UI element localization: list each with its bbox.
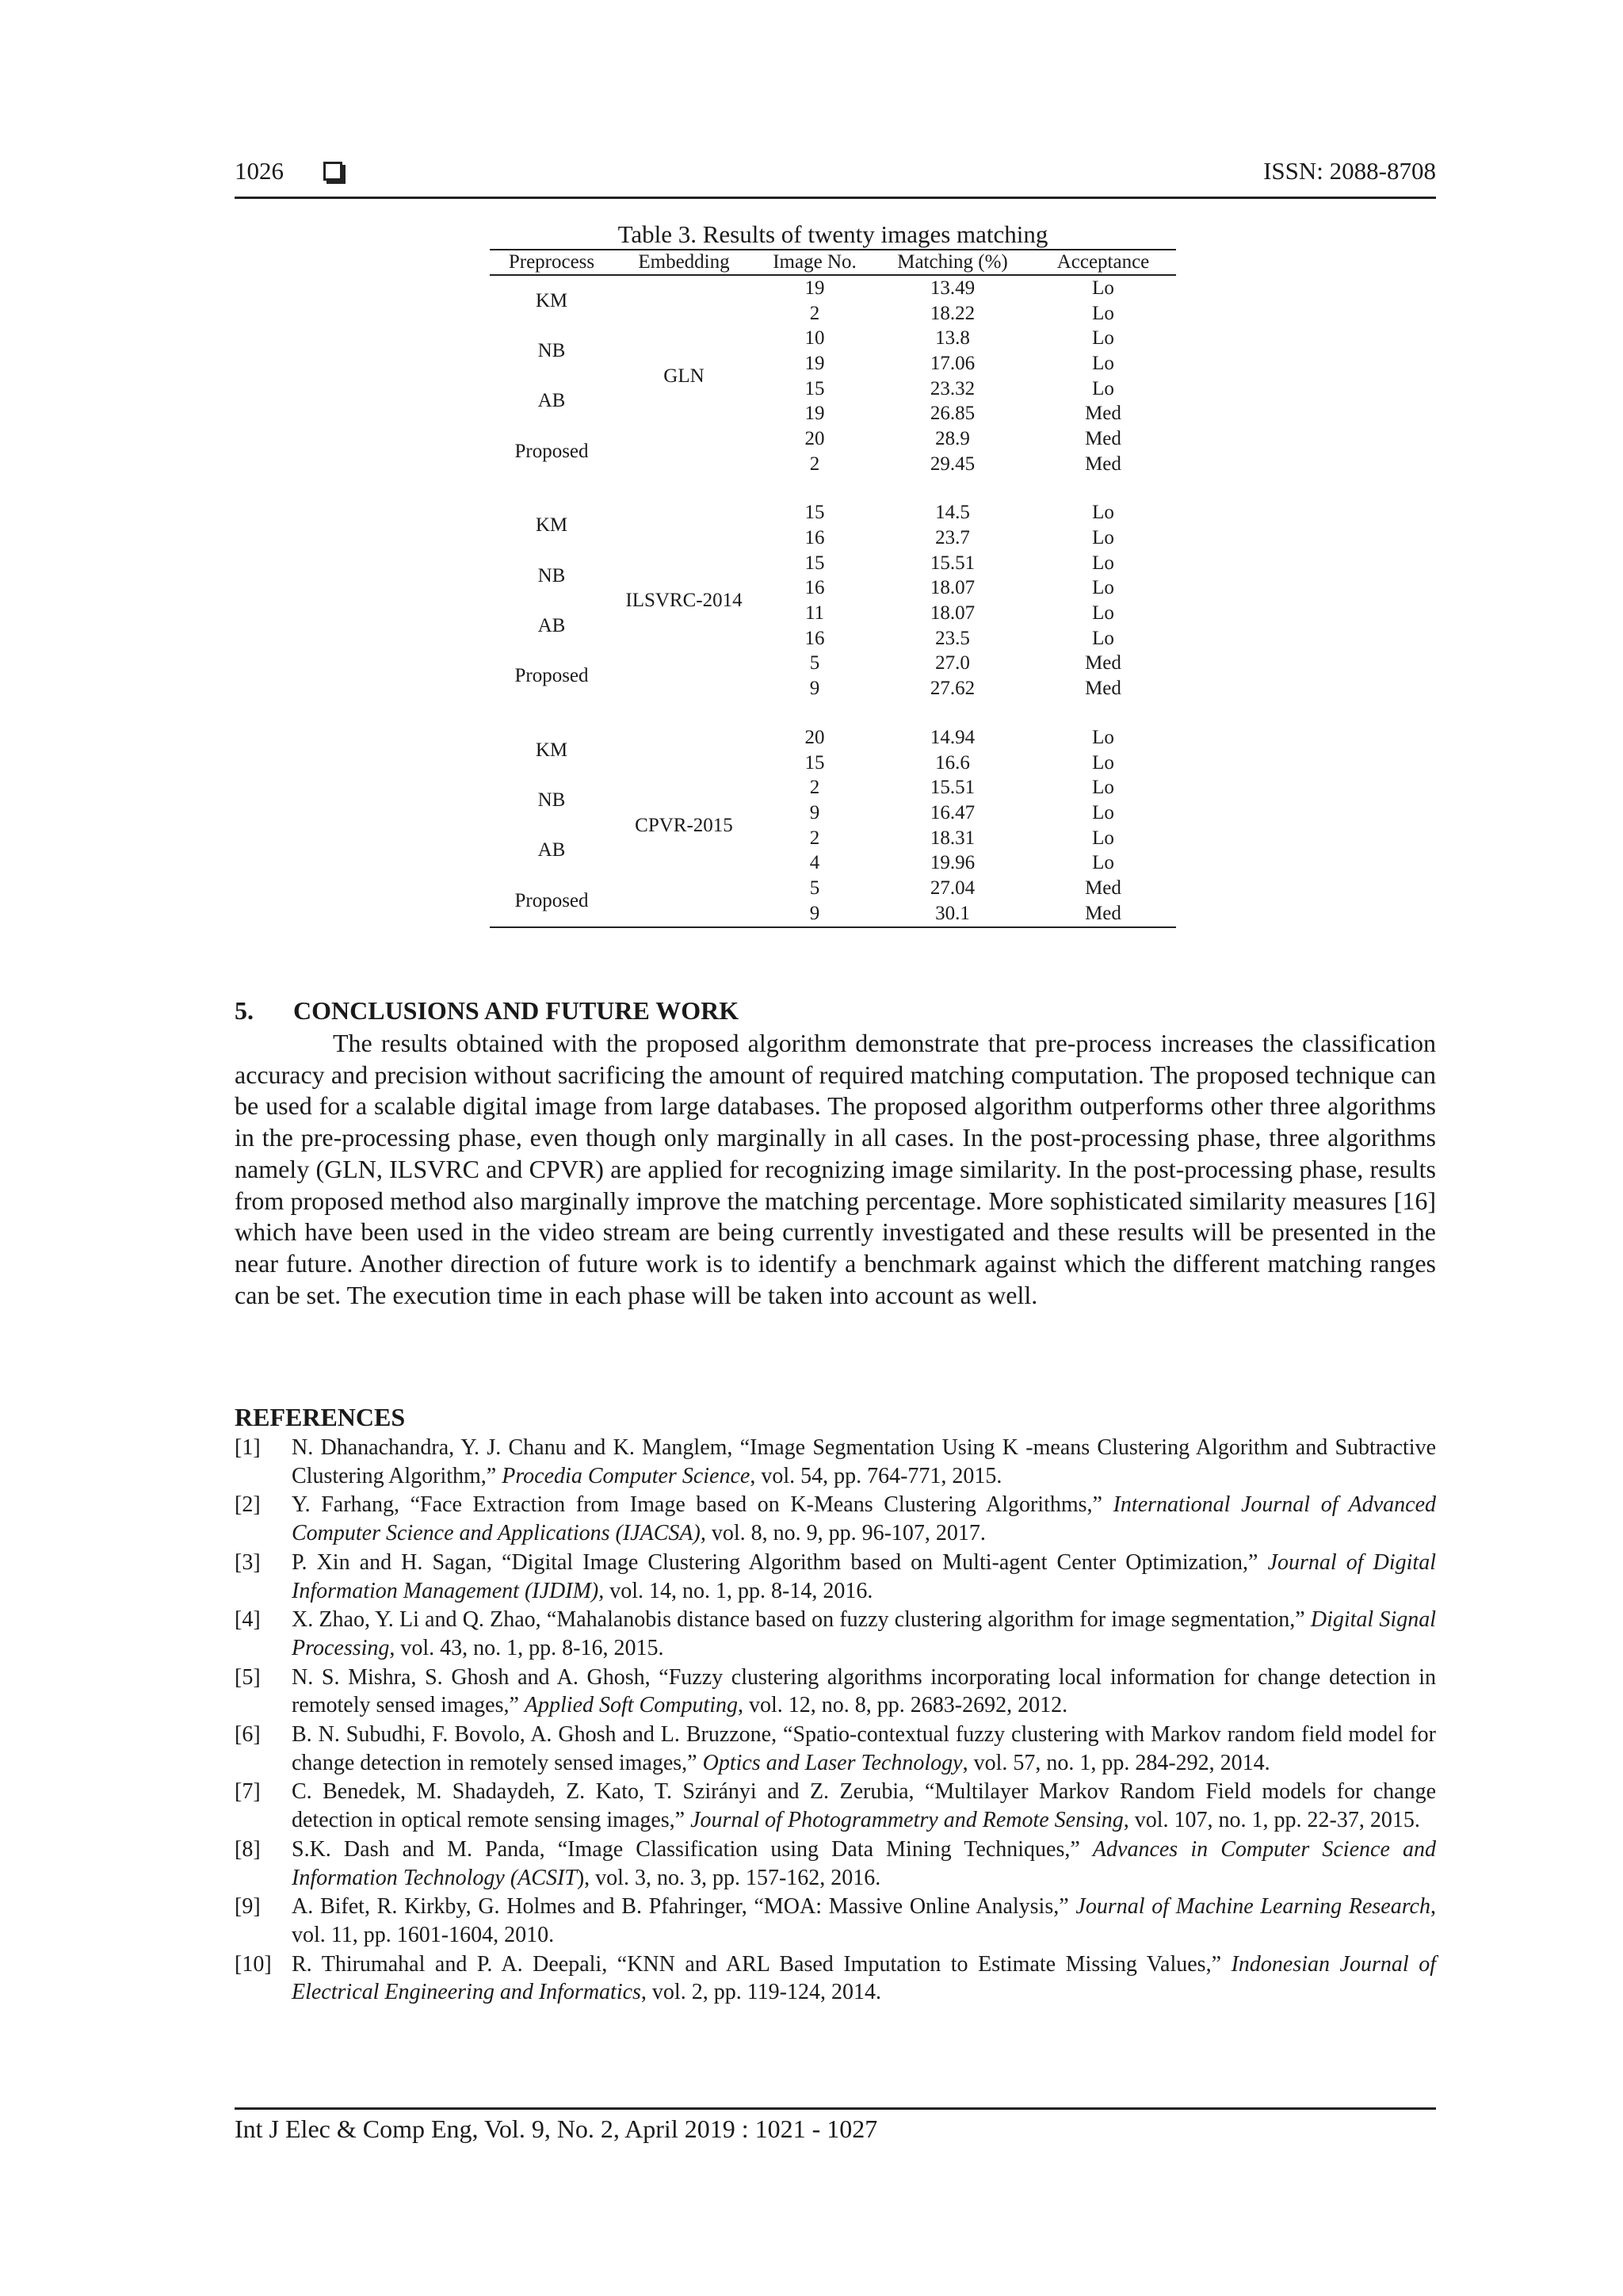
reference-details: , vol. 43, no. 1, pp. 8-16, 2015.	[389, 1635, 664, 1660]
reference-venue: Optics and Laser Technology	[702, 1750, 963, 1775]
acceptance-cell: Lo	[1092, 552, 1114, 574]
reference-number: [6]	[235, 1722, 261, 1748]
acceptance-cell: Med	[1085, 403, 1121, 425]
image-no-cell: 15	[804, 377, 825, 399]
table-body	[490, 275, 1176, 927]
reference-authors-title: N. Dhanachandra, Y. J. Chanu and K. Manglem, “Image Segmentation Using K -means Clustering Algorithm and Subtractive Clustering Algorithm,”	[292, 1435, 1436, 1488]
reference-details: ), vol. 3, no. 3, pp. 157-162, 2016.	[576, 1865, 881, 1890]
table-row	[490, 275, 1176, 301]
acceptance-cell: Lo	[1092, 277, 1114, 299]
table-row	[490, 876, 1176, 901]
table-row	[490, 501, 1176, 526]
matching-cell: 14.5	[935, 502, 970, 524]
reference-number: [8]	[235, 1836, 261, 1862]
image-no-cell: 2	[809, 302, 820, 324]
image-no-cell: 9	[809, 801, 820, 823]
reference-number: [10]	[235, 1951, 272, 1977]
reference-number: [4]	[235, 1607, 261, 1633]
matching-cell: 23.32	[930, 377, 976, 399]
reference-venue: Indonesian Journal of Electrical Engineering and Informatics	[292, 1951, 1437, 2005]
image-no-cell: 2	[809, 453, 820, 475]
embedding-cell: GLN	[663, 365, 705, 387]
acceptance-cell: Lo	[1092, 602, 1114, 625]
reference-authors-title: N. S. Mishra, S. Ghosh and A. Ghosh, “Fuzzy clustering algorithms incorporating local information for change detection in remotely sensed images,”	[292, 1664, 1436, 1718]
preprocess-cell: Proposed	[514, 440, 589, 462]
page-header	[235, 152, 1436, 199]
acceptance-cell: Lo	[1092, 801, 1114, 823]
acceptance-cell: Lo	[1092, 751, 1114, 774]
matching-cell: 23.5	[935, 627, 970, 649]
footer-citation: Int J Elec & Comp Eng, Vol. 9, No. 2, April 2019 : 1021 - 1027	[235, 2115, 878, 2143]
reference-item	[235, 1893, 1436, 1949]
image-no-cell: 9	[809, 678, 820, 700]
matching-cell: 18.07	[930, 602, 976, 625]
reference-item	[235, 1549, 1436, 1605]
matching-cell: 14.94	[930, 726, 976, 748]
matching-cell: 28.9	[935, 427, 970, 449]
reference-authors-title: A. Bifet, R. Kirkby, G. Holmes and B. Pfahringer, “MOA: Massive Online Analysis,”	[292, 1894, 1076, 1920]
reference-item	[235, 1950, 1436, 2007]
acceptance-cell: Lo	[1092, 777, 1114, 799]
matching-cell: 27.62	[930, 678, 976, 700]
image-no-cell: 20	[804, 427, 825, 449]
reference-text	[292, 1893, 1436, 1949]
reference-venue: Digital Signal Processing	[292, 1607, 1436, 1660]
image-no-cell: 4	[809, 852, 820, 874]
matching-cell: 19.96	[930, 852, 976, 874]
table-row	[490, 326, 1176, 351]
image-no-cell: 16	[804, 577, 825, 599]
column-header: Embedding	[613, 250, 754, 275]
preprocess-cell: Proposed	[514, 889, 589, 911]
table-row	[490, 826, 1176, 851]
reference-venue: Journal of Photogrammetry and Remote Sensing	[690, 1808, 1124, 1833]
table-header-row	[490, 250, 1176, 275]
preprocess-cell: NB	[537, 564, 566, 586]
section-heading	[235, 996, 739, 1026]
matching-cell: 23.7	[935, 527, 970, 549]
embedding-cell: CPVR-2015	[635, 814, 733, 836]
matching-cell: 27.0	[935, 652, 970, 674]
acceptance-cell: Lo	[1092, 827, 1114, 849]
image-no-cell: 10	[804, 327, 825, 350]
reference-venue: Procedia Computer Science	[502, 1463, 750, 1488]
image-no-cell: 16	[804, 627, 825, 649]
reference-text	[292, 1491, 1436, 1547]
table-row	[490, 426, 1176, 452]
preprocess-cell: KM	[535, 739, 568, 761]
reference-number: [3]	[235, 1549, 261, 1575]
page-number: 1026	[235, 157, 284, 185]
column-header: Preprocess	[490, 250, 613, 275]
reference-item	[235, 1778, 1436, 1834]
matching-cell: 16.6	[935, 751, 970, 774]
section-title: CONCLUSIONS AND FUTURE WORK	[293, 996, 739, 1025]
matching-cell: 17.06	[930, 352, 976, 374]
preprocess-cell: AB	[537, 614, 566, 636]
acceptance-cell: Med	[1085, 902, 1121, 924]
matching-cell: 29.45	[930, 453, 976, 475]
image-no-cell: 5	[809, 877, 820, 899]
column-header: Matching (%)	[875, 250, 1030, 275]
matching-cell: 30.1	[935, 902, 970, 924]
matching-cell: 13.49	[930, 277, 976, 299]
reference-text	[292, 1950, 1436, 2007]
table-row	[490, 551, 1176, 576]
acceptance-cell: Lo	[1092, 502, 1114, 524]
reference-item	[235, 1606, 1436, 1662]
reference-text	[292, 1836, 1436, 1892]
matching-cell: 16.47	[930, 801, 976, 823]
reference-item	[235, 1836, 1436, 1892]
reference-details: , vol. 2, pp. 119-124, 2014.	[640, 1980, 881, 2005]
table-spacer-row	[490, 701, 1176, 725]
acceptance-cell: Lo	[1092, 527, 1114, 549]
reference-number: [5]	[235, 1664, 261, 1690]
image-no-cell: 16	[804, 527, 825, 549]
reference-text	[292, 1606, 1436, 1662]
references-heading: REFERENCES	[235, 1403, 406, 1431]
acceptance-cell: Lo	[1092, 627, 1114, 649]
reference-venue: Journal of Machine Learning Research	[1075, 1894, 1430, 1920]
table-spacer-row	[490, 477, 1176, 501]
acceptance-cell: Med	[1085, 877, 1121, 899]
reference-details: vol. 14, no. 1, pp. 8-14, 2016.	[604, 1578, 873, 1603]
matching-cell: 15.51	[930, 552, 976, 574]
image-no-cell: 19	[804, 403, 825, 425]
reference-number: [2]	[235, 1492, 261, 1518]
section-number: 5.	[235, 996, 254, 1025]
preprocess-cell: KM	[535, 514, 568, 537]
acceptance-cell: Lo	[1092, 852, 1114, 874]
reference-venue: Journal of Digital Information Management (IJDIM),	[292, 1549, 1436, 1603]
square-bullet-icon	[323, 162, 342, 181]
acceptance-cell: Lo	[1092, 377, 1114, 399]
acceptance-cell: Med	[1085, 427, 1121, 449]
preprocess-cell: NB	[537, 789, 566, 812]
reference-authors-title: S.K. Dash and M. Panda, “Image Classification using Data Mining Techniques,”	[292, 1836, 1093, 1862]
reference-details: , vol. 12, no. 8, pp. 2683-2692, 2012.	[738, 1693, 1068, 1718]
reference-venue: Advances in Computer Science and Information Technology (ACSIT	[292, 1836, 1436, 1890]
reference-authors-title: B. N. Subudhi, F. Bovolo, A. Ghosh and L. Bruzzone, “Spatio-contextual fuzzy clustering with Markov random field model for change detection in remotely sensed images,”	[292, 1722, 1436, 1775]
image-no-cell: 2	[809, 827, 820, 849]
reference-details: , vol. 54, pp. 764-771, 2015.	[750, 1463, 1002, 1488]
acceptance-cell: Lo	[1092, 327, 1114, 350]
matching-cell: 13.8	[935, 327, 970, 350]
table-caption: Table 3. Results of twenty images matching	[617, 220, 1048, 248]
reference-authors-title: X. Zhao, Y. Li and Q. Zhao, “Mahalanobis distance based on fuzzy clustering algorithm for image segmentation,”	[292, 1607, 1311, 1633]
preprocess-cell: Proposed	[514, 665, 589, 687]
acceptance-cell: Lo	[1092, 726, 1114, 748]
reference-authors-title: Y. Farhang, “Face Extraction from Image based on K-Means Clustering Algorithms,”	[292, 1492, 1113, 1518]
image-no-cell: 2	[809, 777, 820, 799]
matching-cell: 18.31	[930, 827, 976, 849]
issn-label: ISSN: 2088-8708	[1263, 157, 1436, 185]
acceptance-cell: Med	[1085, 453, 1121, 475]
reference-number: [9]	[235, 1894, 261, 1920]
matching-cell: 27.04	[930, 877, 976, 899]
results-table-block	[490, 220, 1176, 928]
matching-cell: 15.51	[930, 777, 976, 799]
table-row	[490, 775, 1176, 800]
reference-text	[292, 1721, 1436, 1777]
results-table	[490, 249, 1176, 928]
reference-venue: International Journal of Advanced Computer Science and Applications (IJACSA),	[292, 1492, 1437, 1546]
preprocess-cell: KM	[535, 289, 568, 311]
acceptance-cell: Med	[1085, 652, 1121, 674]
column-header: Acceptance	[1030, 250, 1176, 275]
preprocess-cell: AB	[537, 390, 566, 412]
matching-cell: 18.07	[930, 577, 976, 599]
reference-text	[292, 1664, 1436, 1720]
page-footer	[235, 2107, 1436, 2145]
reference-venue: Applied Soft Computing	[524, 1693, 739, 1718]
image-no-cell: 19	[804, 277, 825, 299]
table-row	[490, 376, 1176, 402]
preprocess-cell: NB	[537, 340, 566, 362]
image-no-cell: 5	[809, 652, 820, 674]
acceptance-cell: Lo	[1092, 577, 1114, 599]
table-row	[490, 601, 1176, 626]
reference-text	[292, 1549, 1436, 1605]
image-no-cell: 9	[809, 902, 820, 924]
acceptance-cell: Lo	[1092, 352, 1114, 374]
reference-details: , vol. 107, no. 1, pp. 22-37, 2015.	[1123, 1808, 1420, 1833]
reference-authors-title: R. Thirumahal and P. A. Deepali, “KNN and ARL Based Imputation to Estimate Missing Values,”	[292, 1951, 1232, 1977]
image-no-cell: 15	[804, 751, 825, 774]
reference-item	[235, 1491, 1436, 1547]
image-no-cell: 15	[804, 552, 825, 574]
reference-details: , vol. 11, pp. 1601-1604, 2010.	[292, 1894, 1436, 1947]
reference-item	[235, 1434, 1436, 1490]
reference-authors-title: C. Benedek, M. Shadaydeh, Z. Kato, T. Szirányi and Z. Zerubia, “Multilayer Markov Random Field models for change detection in optical remote sensing images,”	[292, 1779, 1436, 1833]
image-no-cell: 11	[804, 602, 825, 625]
reference-item	[235, 1664, 1436, 1720]
matching-cell: 26.85	[930, 403, 976, 425]
reference-number: [7]	[235, 1779, 261, 1805]
preprocess-cell: AB	[537, 839, 566, 861]
embedding-cell: ILSVRC-2014	[625, 590, 743, 612]
reference-details: , vol. 57, no. 1, pp. 284-292, 2014.	[962, 1750, 1270, 1775]
reference-text	[292, 1778, 1436, 1834]
image-no-cell: 15	[804, 502, 825, 524]
reference-details: vol. 8, no. 9, pp. 96-107, 2017.	[705, 1521, 986, 1546]
matching-cell: 18.22	[930, 302, 976, 324]
references-list	[235, 1434, 1436, 2008]
column-header: Image No.	[754, 250, 875, 275]
acceptance-cell: Med	[1085, 678, 1121, 700]
image-no-cell: 19	[804, 352, 825, 374]
table-row	[490, 651, 1176, 677]
image-no-cell: 20	[804, 726, 825, 748]
reference-authors-title: P. Xin and H. Sagan, “Digital Image Clustering Algorithm based on Multi-agent Center Optimization,”	[292, 1549, 1268, 1575]
reference-number: [1]	[235, 1435, 261, 1460]
conclusion-paragraph: The results obtained with the proposed algorithm demonstrate that pre-process increases the classification accuracy and precision without sacrificing the amount of required matching computation. The proposed technique can be used for a scalable digital image from large databases. The proposed algorithm outperforms other three algorithms in the pre-processing phase, even though only marginally in all cases. In the post-processing phase, three algorithms namely (GLN, ILSVRC and CPVR) are applied for recognizing image similarity. In the post-processing phase, results from proposed method also marginally improve the matching percentage. More sophisticated similarity measures [16] which have been used in the video stream are being currently investigated and these results will be presented in the near future. Another direction of future work is to identify a benchmark against which the different matching ranges can be set. The execution time in each phase will be taken into account as well.	[235, 1029, 1436, 1309]
reference-text	[292, 1434, 1436, 1490]
table-row	[490, 725, 1176, 751]
acceptance-cell: Lo	[1092, 302, 1114, 324]
reference-item	[235, 1721, 1436, 1777]
